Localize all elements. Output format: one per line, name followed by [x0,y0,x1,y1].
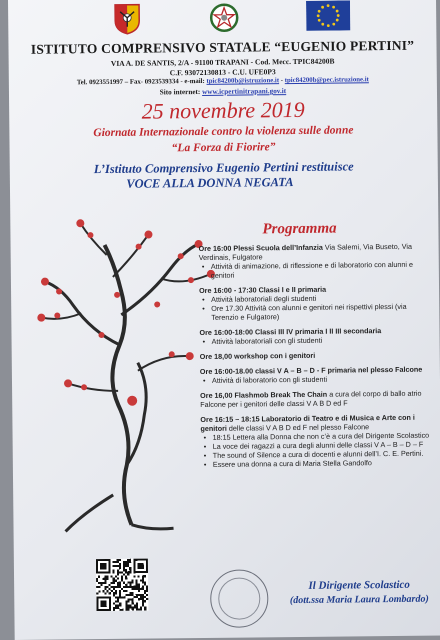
program-item-time: Ore 16:00-18.00 classi V A – B – D - F primaria nel plesso Falcone [199,364,423,377]
program-item-detail: a cura del corpo di ballo atrio Falcone per i genitori delle classi V A B D ed F [200,388,422,410]
program-list [199,242,437,475]
program-bullet: • Attività di animazione, di riflessione e di laboratorio con alunni e genitori [211,260,435,280]
program-item-bullets [200,335,436,346]
event-line-2: VOCE ALLA DONNA NEGATA [126,175,294,191]
event-date: 25 novembre 2019 [141,96,305,124]
program-bullet: • Attività laboratoriali con gli studenti [212,335,436,346]
program-bullet: • 18:15 Lettera alla Donna che non c’è a cura del Dirigente Scolastico [213,431,437,442]
eu-flag-icon [306,0,350,30]
signature-block [274,578,440,606]
school-address: VIA A. DE SANTIS, 2/A - 91100 TRAPANI - Cod. Mecc. TPIC84200B [110,56,335,68]
program-item [199,242,435,280]
program-item [199,284,435,322]
program-item [199,326,435,346]
signatory-role: Il Dirigente Scolastico [308,578,410,592]
signatory-name: (dott.ssa Maria Laura Lombardo) [289,593,429,607]
pec-link[interactable]: tpic84200b@pec.istruzione.it [284,76,369,85]
program-item-heading [200,389,436,409]
program-item-time: Ore 16,00 Flashmob Break The Chain [200,389,328,401]
school-stamp [210,569,269,628]
program-bullet: • Attività di laboratorio con gli studenti [212,374,436,385]
pec-label: - [279,77,285,85]
site-label: Sito internet: [159,87,203,97]
program-item-bullets [200,374,436,385]
program-item-heading [200,350,436,361]
program-item-time: Ore 16:15 – 18:15 Laboratorio di Teatro e di Musica e Arte con i genitori [200,412,415,434]
site-link[interactable]: www.icpertinitrapani.gov.it [202,87,287,96]
program-bullet: • Attività laboratoriali degli studenti [211,293,435,304]
program-bullet: • La voce dei ragazzi a cura degli alunni delle classi V A – B – D – F [213,440,437,451]
email-label: - e-mail: [180,77,205,86]
school-codes: C.F. 93072130813 - C.U. UFE0P3 [169,67,276,78]
program-bullet: • Essere una donna a cura di Maria Stella Gandolfo [213,458,437,469]
program-item-time: Ore 18,00 workshop con i genitori [199,350,316,362]
program-title: Programma [262,220,337,238]
program-item [200,389,436,409]
sicily-emblem-icon [112,3,142,35]
program-item-detail: Via Salemi, Via Buseto, Via Verdinais, Fulgatore [198,241,413,263]
program-item-detail: delle classi V A B D ed F nel plesso Falcone [226,422,370,433]
phone-fax: Tel. 0923551997 – Fax- 0923539334 [76,78,179,87]
program-item [200,413,437,469]
program-bullet: • The sound of Silence a cura di docenti e alunni dell’I. C. E. Pertini. [213,449,437,460]
program-item [200,365,436,385]
qr-code[interactable] [96,559,149,612]
program-item-time: Ore 16:00-18:00 Classi III IV primaria I II III secondaria [199,326,382,338]
program-item-time: Ore 16:00 Plessi Scuola dell’Infanzia [198,242,323,254]
italian-republic-emblem-icon [209,2,239,34]
email-link[interactable]: tpic84200b@istruzione.it [206,77,280,85]
program-item-bullets [199,260,435,280]
logo-strip [8,0,436,38]
event-line-1: L’Istituto Comprensivo Eugenio Pertini restituisce [93,159,354,177]
program-bullet: • Ore 17.30 Attività con alunni e genitori nei rispettivi plessi (via Terenzio e Fulgatore) [211,302,435,322]
program-item [200,350,436,361]
flyer-page [8,0,440,640]
event-subtitle: “La Forza di Fiorire” [171,141,276,155]
program-item-bullets [199,293,435,322]
program-item-time: Ore 16:00 - 17:30 Classi I e II primaria [199,284,327,296]
event-title: Giornata Internazionale contro la violenza sulle donne [93,124,354,140]
program-item-bullets [201,431,437,469]
school-name: ISTITUTO COMPRENSIVO STATALE “EUGENIO PERTINI” [30,37,415,57]
